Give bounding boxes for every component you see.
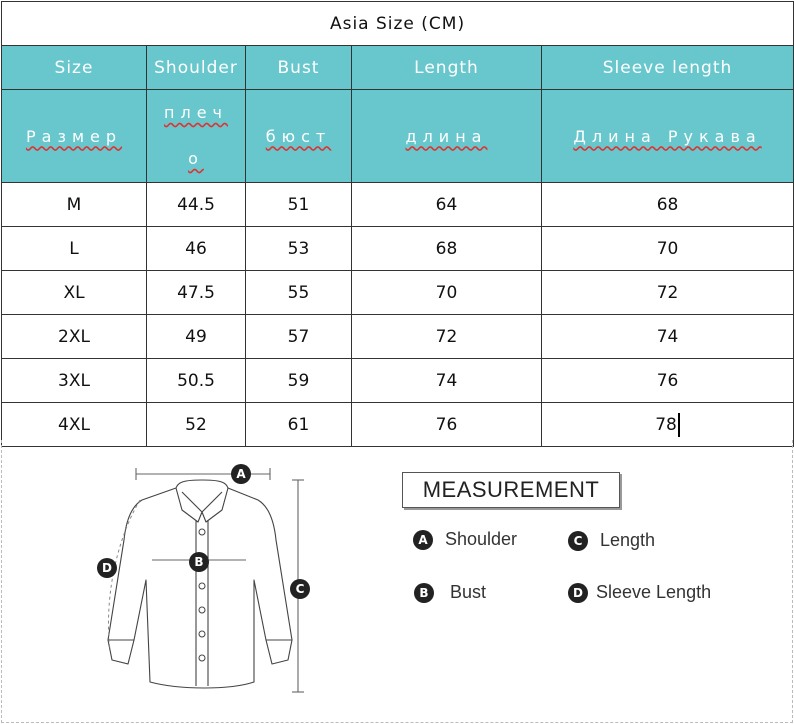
cell-bust: 55 xyxy=(246,271,352,315)
measurement-title: MEASUREMENT xyxy=(402,472,620,508)
legend-item-sleeve-length xyxy=(568,582,711,603)
cell-sleeve-length: 74 xyxy=(542,315,794,359)
cell-size: 3XL xyxy=(2,359,147,403)
cell-size: L xyxy=(2,227,147,271)
cell-size: 2XL xyxy=(2,315,147,359)
header-ru-sleeve-length-text: Длина Рукава xyxy=(573,126,762,146)
cell-bust: 53 xyxy=(246,227,352,271)
table-caption: Asia Size (CM) xyxy=(2,2,794,46)
legend-item-bust xyxy=(414,582,486,603)
marker-a: A xyxy=(231,464,251,484)
legend-dot-d: D xyxy=(568,583,588,603)
marker-d: D xyxy=(97,558,117,578)
header-ru-size-text: Размер xyxy=(25,126,123,146)
legend-item-length xyxy=(568,530,655,551)
cell-bust: 59 xyxy=(246,359,352,403)
cell-bust: 61 xyxy=(246,403,352,447)
cell-sleeve-length: 76 xyxy=(542,359,794,403)
cell-shoulder: 47.5 xyxy=(147,271,246,315)
marker-b: B xyxy=(189,552,209,572)
marker-c: C xyxy=(290,579,310,599)
header-sleeve-length: Sleeve length xyxy=(542,46,794,90)
legend-item-shoulder xyxy=(413,529,517,550)
cell-bust: 57 xyxy=(246,315,352,359)
cell-shoulder: 50.5 xyxy=(147,359,246,403)
legend-label-bust: Bust xyxy=(450,582,487,602)
cell-sleeve-length: 68 xyxy=(542,183,794,227)
legend-dot-c: C xyxy=(568,531,588,551)
cell-sleeve-length: 70 xyxy=(542,227,794,271)
cell-sleeve-length-value: 78 xyxy=(655,414,677,435)
cell-shoulder: 44.5 xyxy=(147,183,246,227)
legend-label-shoulder: Shoulder xyxy=(445,529,518,549)
header-ru-shoulder-text: плеч о xyxy=(164,103,228,168)
cell-length: 64 xyxy=(352,183,542,227)
cell-sleeve-length: 72 xyxy=(542,271,794,315)
header-length: Length xyxy=(352,46,542,90)
cell-length: 76 xyxy=(352,403,542,447)
cell-length: 74 xyxy=(352,359,542,403)
cell-length: 70 xyxy=(352,271,542,315)
cell-shoulder: 52 xyxy=(147,403,246,447)
cell-size: 4XL xyxy=(2,403,147,447)
cell-size: XL xyxy=(2,271,147,315)
header-bust: Bust xyxy=(246,46,352,90)
legend-dot-b: B xyxy=(414,583,434,603)
cell-shoulder: 46 xyxy=(147,227,246,271)
header-ru-length-text: длина xyxy=(405,126,488,146)
legend-dot-a: A xyxy=(413,530,433,550)
legend-label-length: Length xyxy=(600,530,656,550)
cell-shoulder: 49 xyxy=(147,315,246,359)
header-size: Size xyxy=(2,46,147,90)
header-shoulder: Shoulder xyxy=(147,46,246,90)
cell-bust: 51 xyxy=(246,183,352,227)
cell-length: 72 xyxy=(352,315,542,359)
cell-size: M xyxy=(2,183,147,227)
header-ru-bust-text: бюст xyxy=(265,126,332,146)
cell-length: 68 xyxy=(352,227,542,271)
legend-label-sleeve-length: Sleeve Length xyxy=(596,582,712,602)
